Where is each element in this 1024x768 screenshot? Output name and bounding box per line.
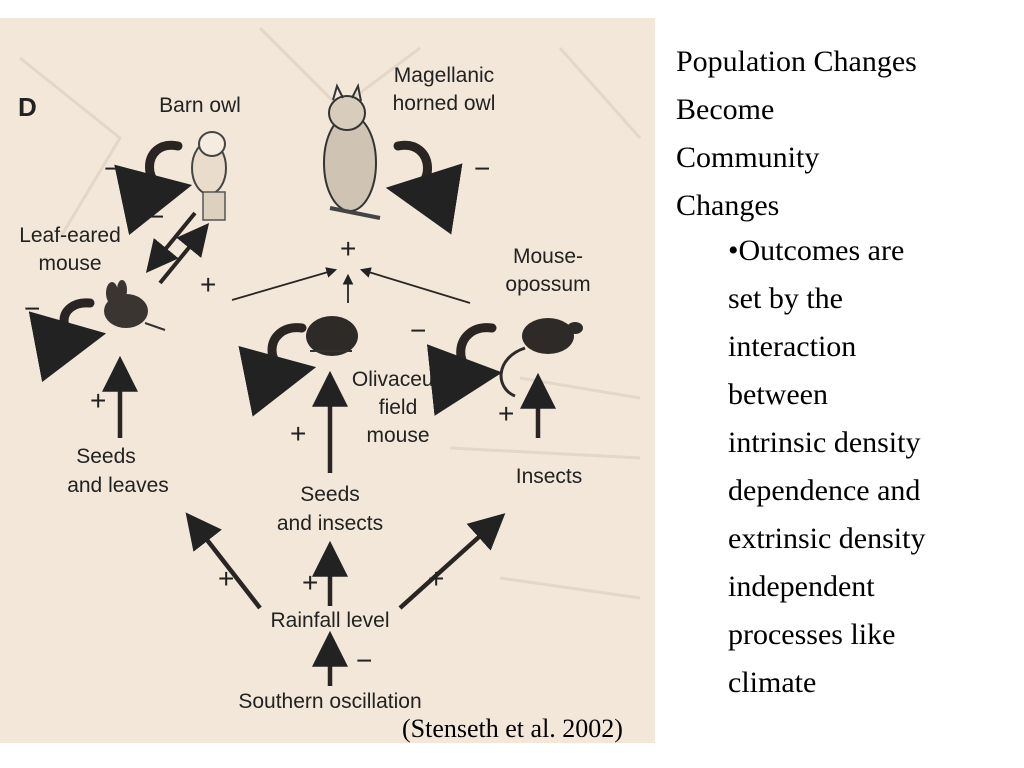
panel-letter: D <box>18 92 37 122</box>
label-seeds-insects-1: Seeds <box>300 483 360 506</box>
label-opossum-2: opossum <box>505 273 591 296</box>
sign-leaf-to-owls: + <box>200 269 217 300</box>
bullet-text <box>728 227 1018 707</box>
label-opossum-1: Mouse- <box>512 245 584 268</box>
sign-seeds-to-leaf: + <box>90 385 107 416</box>
bullet-line: set by the <box>728 282 843 315</box>
sign-barn-owl-feedback: − <box>104 153 121 184</box>
sign-leaf-feedback: − <box>24 293 41 324</box>
title-line: Community <box>676 141 820 174</box>
label-olivaceus-2: field <box>378 396 418 419</box>
label-magellanic-2: horned owl <box>392 92 496 115</box>
title-line: Population Changes <box>676 45 917 78</box>
label-olivaceus-3: mouse <box>366 424 430 447</box>
label-leaf-eared-1: Leaf-eared <box>19 224 121 247</box>
slide-title <box>676 38 1016 230</box>
label-barn-owl: Barn owl <box>159 94 241 117</box>
sign-owls-convergence: + <box>340 233 357 264</box>
food-web-diagram <box>0 18 655 743</box>
label-magellanic-1: Magellanic <box>393 64 495 87</box>
bullet-line: •Outcomes are <box>728 234 905 267</box>
label-olivaceus-1: Olivaceus <box>351 368 445 391</box>
sign-seeds-to-olivaceus: + <box>290 418 307 449</box>
label-rainfall-level: Rainfall level <box>270 609 390 632</box>
sign-rain-to-insects: + <box>428 563 445 594</box>
olivaceus-mouse-illustration <box>306 316 358 356</box>
bullet-line: processes like <box>728 618 896 651</box>
bullet-line: independent <box>728 570 875 603</box>
label-southern-oscillation: Southern oscillation <box>238 690 422 713</box>
label-seeds-insects-2: and insects <box>276 512 384 535</box>
sign-magellanic-feedback: − <box>474 153 491 184</box>
bullet-line: extrinsic density <box>728 522 926 555</box>
label-seeds-leaves-1: Seeds <box>76 445 136 468</box>
bullet-line: climate <box>728 666 817 699</box>
label-insects: Insects <box>515 465 583 488</box>
bullet-line: dependence and <box>728 474 921 507</box>
label-leaf-eared-2: mouse <box>38 252 102 275</box>
food-web-figure <box>0 18 655 743</box>
sign-rain-to-seeds-insects: + <box>302 567 319 598</box>
citation: (Stenseth et al. 2002) <box>402 714 623 743</box>
sign-olivaceus-feedback: − <box>410 315 427 346</box>
title-line: Changes <box>676 189 780 222</box>
bullet-line: intrinsic density <box>728 426 921 459</box>
bullet-line: interaction <box>728 330 857 363</box>
sign-southern-to-rain: − <box>356 645 373 676</box>
title-line: Become <box>676 93 775 126</box>
sign-rain-to-seeds-leaves: + <box>218 563 235 594</box>
sign-insects-to-opossum: + <box>498 398 515 429</box>
sign-barn-leaf-interaction: − <box>148 201 165 232</box>
scanned-page-background <box>0 18 655 743</box>
bullet-line: between <box>728 378 828 411</box>
label-seeds-leaves-2: and leaves <box>67 474 169 497</box>
